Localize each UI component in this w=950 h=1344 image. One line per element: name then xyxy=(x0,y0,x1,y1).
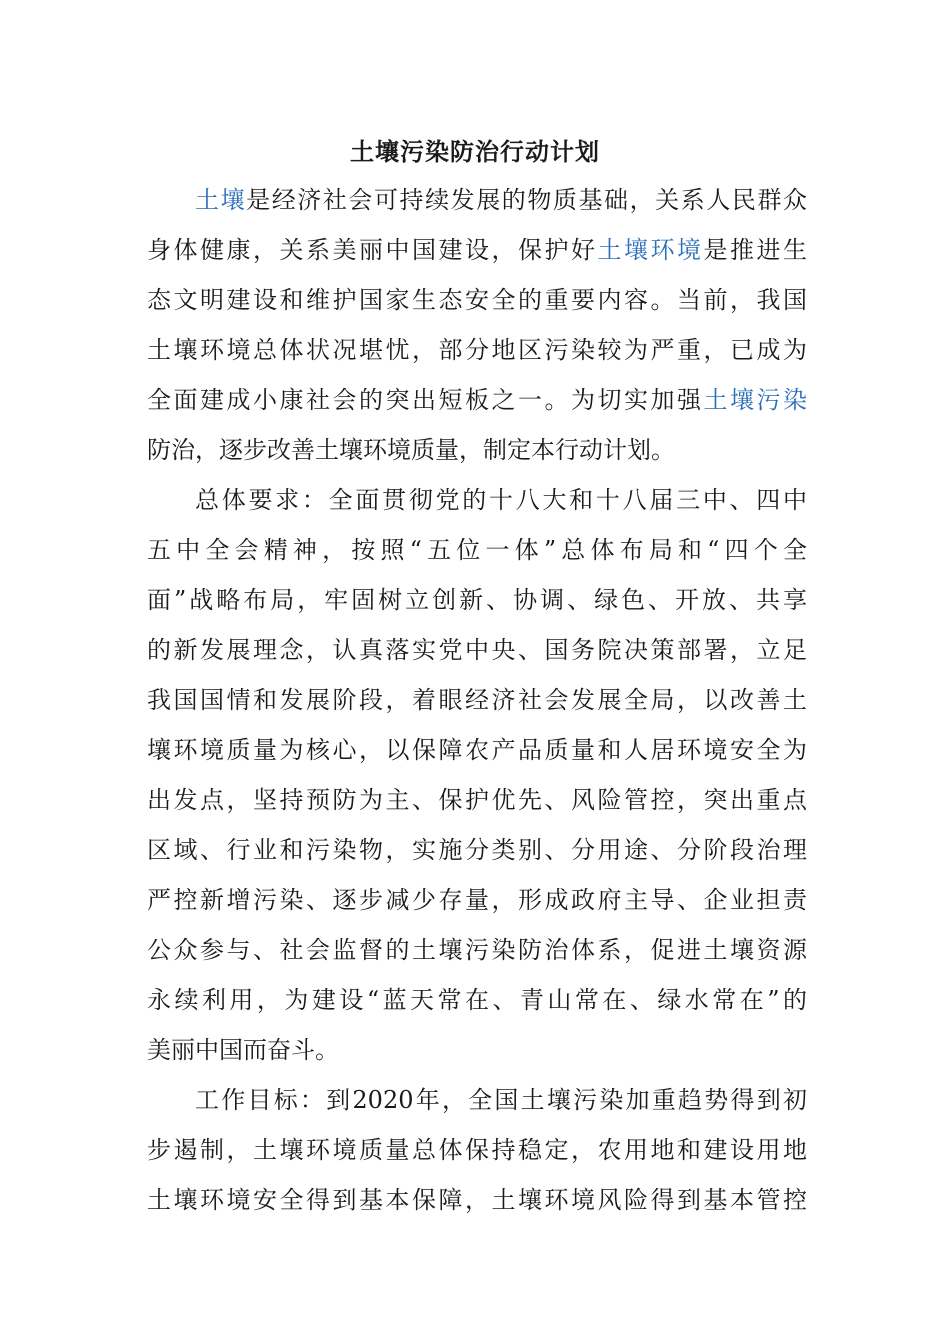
paragraph-3-line: 步遏制，土壤环境质量总体保持稳定，农用地和建设用地 xyxy=(147,1136,807,1164)
paragraph-1-line-3: 态文明建设和维护国家生态安全的重要内容。当前，我国 xyxy=(147,286,807,314)
paragraph-1-line-1: 土壤是经济社会可持续发展的物质基础，关系人民群众 xyxy=(195,186,808,214)
link-soil-environment[interactable]: 土壤环境 xyxy=(597,236,704,264)
paragraph-2-line: 壤环境质量为核心，以保障农产品质量和人居环境安全为 xyxy=(147,736,807,764)
link-soil-pollution[interactable]: 土壤污染 xyxy=(703,386,807,414)
paragraph-1-line-5: 全面建成小康社会的突出短板之一。为切实加强土壤污染 xyxy=(147,386,807,414)
paragraph-1-line-2: 身体健康，关系美丽中国建设，保护好土壤环境是推进生 xyxy=(147,236,807,264)
paragraph-2-line: 公众参与、社会监督的土壤污染防治体系，促进土壤资源 xyxy=(147,936,807,964)
paragraph-2-line: 严控新增污染、逐步减少存量，形成政府主导、企业担责 xyxy=(147,886,807,914)
paragraph-2-line: 美丽中国而奋斗。 xyxy=(147,1036,339,1064)
paragraph-1-line-6: 防治，逐步改善土壤环境质量，制定本行动计划。 xyxy=(147,436,675,464)
paragraph-2-line: 区域、行业和污染物，实施分类别、分用途、分阶段治理 xyxy=(147,836,807,864)
document-title: 土壤污染防治行动计划 xyxy=(350,137,600,166)
paragraph-2-line: 我国国情和发展阶段，着眼经济社会发展全局，以改善土 xyxy=(147,686,807,714)
paragraph-2-line: 总体要求：全面贯彻党的十八大和十八届三中、四中 xyxy=(195,486,807,514)
paragraph-2-line: 出发点，坚持预防为主、保护优先、风险管控，突出重点 xyxy=(147,786,807,814)
paragraph-2-line: 五中全会精神，按照“五位一体”总体布局和“四个全 xyxy=(147,536,807,564)
paragraph-1-line-4: 土壤环境总体状况堪忧，部分地区污染较为严重，已成为 xyxy=(147,336,807,364)
paragraph-3-line: 土壤环境安全得到基本保障，土壤环境风险得到基本管控 xyxy=(147,1186,807,1214)
paragraph-2-line: 的新发展理念，认真落实党中央、国务院决策部署，立足 xyxy=(147,636,807,664)
link-soil[interactable]: 土壤 xyxy=(195,186,247,214)
paragraph-3-line: 工作目标：到2020年，全国土壤污染加重趋势得到初 xyxy=(195,1086,807,1114)
paragraph-2-line: 永续利用，为建设“蓝天常在、青山常在、绿水常在”的 xyxy=(147,986,807,1014)
paragraph-2-line: 面”战略布局，牢固树立创新、协调、绿色、开放、共享 xyxy=(147,586,807,614)
